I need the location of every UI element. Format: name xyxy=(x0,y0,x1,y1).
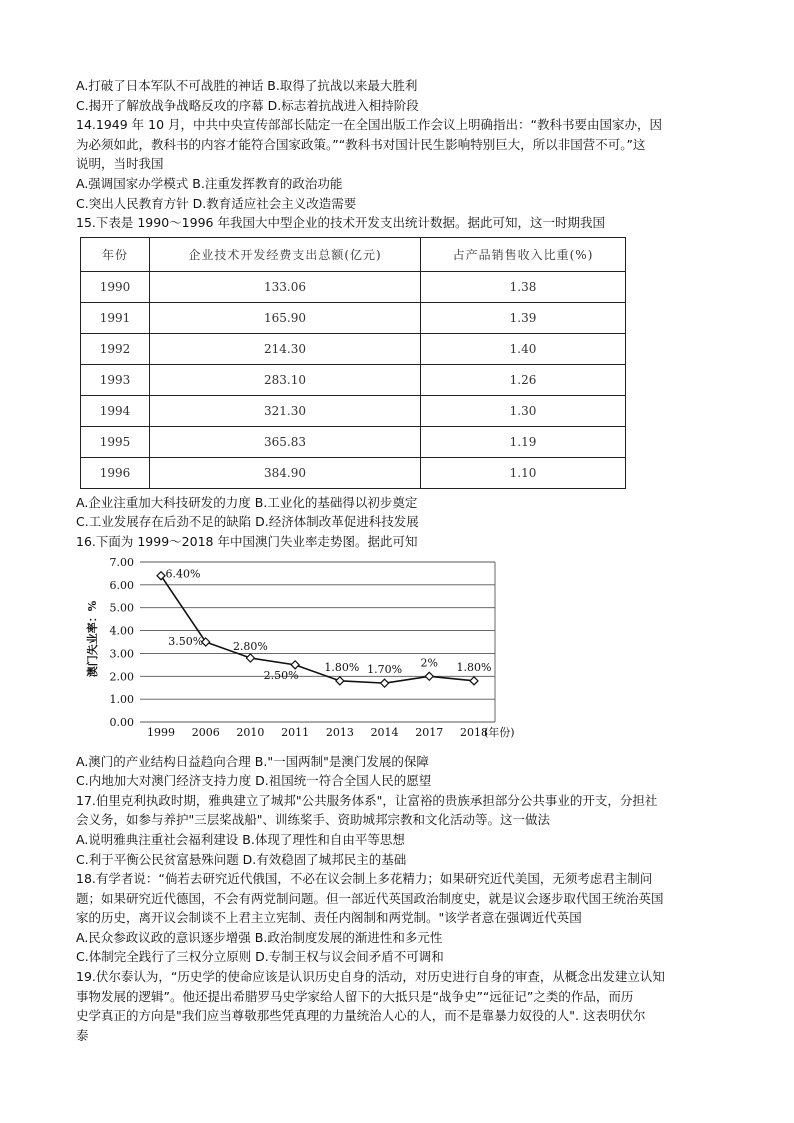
table-row xyxy=(81,395,626,426)
table-row xyxy=(81,302,626,333)
table-header-ratio: 占产品销售收入比重(%) xyxy=(421,237,626,271)
table-cell: 1.10 xyxy=(421,457,626,488)
y-tick-label: 7.00 xyxy=(109,555,134,569)
exam-page xyxy=(76,76,726,1045)
data-point xyxy=(381,679,389,687)
data-label: 3.50% xyxy=(168,634,204,648)
y-tick-label: 2.00 xyxy=(109,669,134,683)
table-cell: 1992 xyxy=(81,333,150,364)
table-header-row xyxy=(81,237,626,271)
data-point xyxy=(336,676,344,684)
table-cell: 384.90 xyxy=(150,457,421,488)
q17-stem-line-1: 17.伯里克利执政时期，雅典建立了城邦"公共服务体系"，让富裕的贵族承担部分公共事业的开支，分担社 xyxy=(76,792,658,808)
table-cell: 1.30 xyxy=(421,395,626,426)
y-tick-label: 4.00 xyxy=(109,624,134,638)
x-axis-unit: (年份) xyxy=(484,725,515,739)
data-point xyxy=(246,654,254,662)
x-tick-label: 1999 xyxy=(147,725,175,739)
y-tick-label: 5.00 xyxy=(109,601,134,615)
macau-unemployment-chart xyxy=(80,554,530,752)
q16-option-line-1: A.澳门的产业结构日益趋向合理 B."一国两制"是澳门发展的保障 xyxy=(76,753,429,769)
table-cell: 1990 xyxy=(81,271,150,302)
table-row xyxy=(81,271,626,302)
data-label: 2% xyxy=(420,655,439,669)
q14-option-line-1: A.强调国家办学模式 B.注重发挥教育的政治功能 xyxy=(76,175,343,191)
x-tick-label: 2018 xyxy=(460,725,488,739)
data-label: 2.50% xyxy=(263,668,299,682)
q19-stem-line-4: 泰 xyxy=(76,1027,89,1043)
q19-stem-line-3: 史学真正的方向是"我们应当尊敬那些凭真理的力量统治人心的人，而不是靠暴力奴役的人". 这表明伏尔 xyxy=(76,1008,646,1024)
q16-stem: 16.下面为 1999～2018 年中国澳门失业率走势图。据此可知 xyxy=(76,533,418,549)
table-row xyxy=(81,457,626,488)
table-cell: 1.39 xyxy=(421,302,626,333)
q15-option-line-2: C.工业发展存在后劲不足的缺陷 D.经济体制改革促进科技发展 xyxy=(76,514,419,530)
y-tick-label: 0.00 xyxy=(109,715,134,729)
y-axis-label: 澳门失业率：% xyxy=(86,600,99,677)
table-cell: 214.30 xyxy=(150,333,421,364)
table-cell: 165.90 xyxy=(150,302,421,333)
table-row xyxy=(81,426,626,457)
data-label: 1.70% xyxy=(367,662,403,676)
q18-option-line-1: A.民众参政议政的意识逐步增强 B.政治制度发展的渐进性和多元性 xyxy=(76,929,443,945)
table-cell: 1.26 xyxy=(421,364,626,395)
q14-stem-line-3: 说明，当时我国 xyxy=(76,156,164,172)
x-tick-label: 2011 xyxy=(281,725,310,739)
table-cell: 365.83 xyxy=(150,426,421,457)
q17-option-line-2: C.利于平衡公民贫富悬殊问题 D.有效稳固了城邦民主的基础 xyxy=(76,851,407,867)
q17-stem-line-2: 会义务，如参与养护"三层桨战船"、训练桨手、资助城邦宗教和文化活动等。这一做法 xyxy=(76,812,551,828)
data-point xyxy=(291,660,299,668)
table-cell: 1996 xyxy=(81,457,150,488)
q19-stem-line-1: 19.伏尔泰认为，“历史学的使命应该是认识历史自身的活动，对历史进行自身的审查，从概念出发建立认知 xyxy=(76,969,665,985)
q15-stem: 15.下表是 1990～1996 年我国大中型企业的技术开发支出统计数据。据此可知，这一时期我国 xyxy=(76,215,605,231)
table-cell: 1995 xyxy=(81,426,150,457)
y-tick-label: 6.00 xyxy=(109,578,134,592)
data-point xyxy=(470,676,478,684)
q15-data-table xyxy=(80,237,626,489)
y-tick-label: 3.00 xyxy=(109,646,134,660)
q15-option-line-1: A.企业注重加大科技研发的力度 B.工业化的基础得以初步奠定 xyxy=(76,494,418,510)
table-cell: 1.40 xyxy=(421,333,626,364)
data-label: 2.80% xyxy=(232,639,268,653)
x-tick-label: 2010 xyxy=(236,725,265,739)
table-header-year: 年份 xyxy=(81,237,150,271)
table-cell: 1.19 xyxy=(421,426,626,457)
table-cell: 1993 xyxy=(81,364,150,395)
data-label: 6.40% xyxy=(165,567,201,581)
y-tick-label: 1.00 xyxy=(109,692,134,706)
table-row xyxy=(81,333,626,364)
x-tick-label: 2017 xyxy=(415,725,444,739)
data-label: 1.80% xyxy=(456,660,492,674)
q13-option-line-1: A.打破了日本军队不可战胜的神话 B.取得了抗战以来最大胜利 xyxy=(76,78,418,93)
data-label: 1.80% xyxy=(324,660,360,674)
table-cell: 1991 xyxy=(81,302,150,333)
q18-stem-line-3: 家的历史，离开议会制谈不上君主立宪制、责任内阁制和两党制。"该学者意在强调近代英国 xyxy=(76,910,582,926)
q16-option-line-2: C.内地加大对澳门经济支持力度 D.祖国统一符合全国人民的愿望 xyxy=(76,773,432,789)
data-point xyxy=(425,672,433,680)
q14-option-line-2: C.突出人民教育方针 D.教育适应社会主义改造需要 xyxy=(76,195,357,211)
table-cell: 1.38 xyxy=(421,271,626,302)
table-cell: 133.06 xyxy=(150,271,421,302)
q18-stem-line-2: 题；如果研究近代德国，不会有两党制问题。但一部近代英国政治制度史，就是议会逐步取代国王统治英国 xyxy=(76,890,664,906)
q17-option-line-1: A.说明雅典注重社会福利建设 B.体现了理性和自由平等思想 xyxy=(76,831,405,847)
table-header-expenditure: 企业技术开发经费支出总额(亿元) xyxy=(150,237,421,271)
table-cell: 1994 xyxy=(81,395,150,426)
table-row xyxy=(81,364,626,395)
q18-option-line-2: C.体制完全践行了三权分立原则 D.专制王权与议会间矛盾不可调和 xyxy=(76,949,444,965)
q18-stem-line-1: 18.有学者说：“倘若去研究近代俄国，不必在议会制上多花精力；如果研究近代美国，无须考虑君主制问 xyxy=(76,871,653,887)
table-cell: 321.30 xyxy=(150,395,421,426)
q19-stem-line-2: 事物发展的逻辑”。他还提出希腊罗马史学家给人留下的大抵只是“战争史”“远征记”之类的作品，而历 xyxy=(76,988,634,1004)
x-tick-label: 2014 xyxy=(370,725,399,739)
q13-option-line-2: C.揭开了解放战争战略反攻的序幕 D.标志着抗战进入相持阶段 xyxy=(76,97,419,113)
table-cell: 283.10 xyxy=(150,364,421,395)
x-tick-label: 2013 xyxy=(325,725,354,739)
q14-stem-line-2: 为必须如此，教科书的内容才能符合国家政策。”“教科书对国计民生影响特别巨大，所以非国营不可。”这 xyxy=(76,136,646,152)
q14-stem-line-1: 14.1949 年 10 月，中共中央宣传部部长陆定一在全国出版工作会议上明确指出：“教科书要由国家办，因 xyxy=(76,117,662,133)
x-tick-label: 2006 xyxy=(191,725,220,739)
